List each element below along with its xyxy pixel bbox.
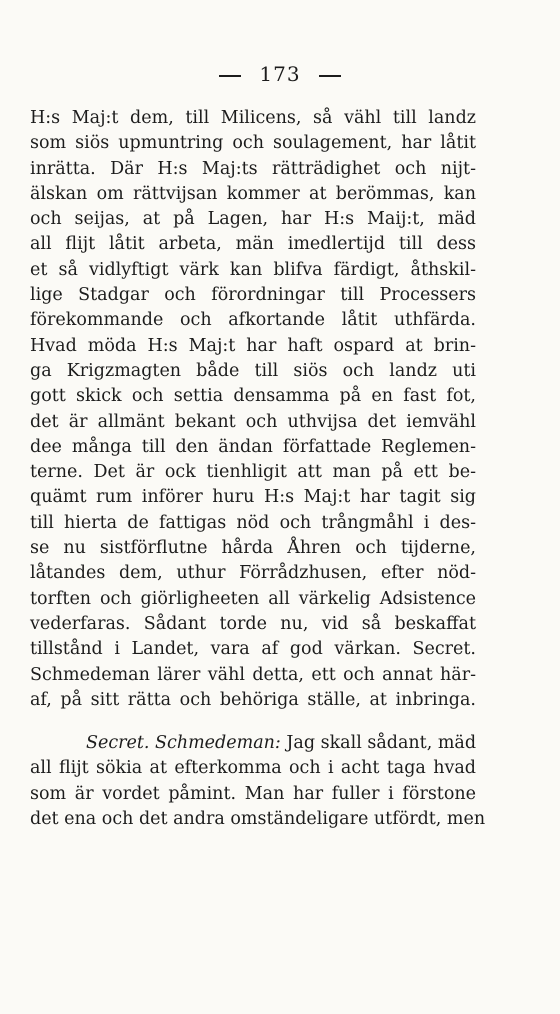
header-dash-right xyxy=(319,75,341,77)
paragraph-1 xyxy=(30,106,476,713)
paragraph-line: Schmedeman lärer vähl detta, ett och annat här- xyxy=(30,664,476,685)
speaker-name: Secret. Schmedeman: xyxy=(86,733,281,754)
paragraph-line: låtandes dem, uthur Förrådzhusen, efter nöd- xyxy=(30,563,476,584)
paragraph-line: quämt rum införer huru H:s Maj:t har tagit sig xyxy=(30,487,476,508)
header-dash-left xyxy=(219,75,241,77)
page-header xyxy=(0,62,560,86)
paragraph-line: dee många till den ändan författade Reglemen- xyxy=(30,436,476,457)
paragraph-line: förekommande och afkortande låtit uthfärda. xyxy=(30,310,476,331)
paragraph-line: all flijt sökia at efterkomma och i acht taga hvad xyxy=(30,758,476,779)
paragraph-line: H:s Maj:t dem, till Milicens, så vähl till landz xyxy=(30,108,476,128)
paragraph-line: det är allmänt bekant och uthvijsa det iemvähl xyxy=(30,411,476,432)
paragraph-line: till hierta de fattigas nöd och trångmåhl i des- xyxy=(30,512,476,533)
paragraph-2 xyxy=(30,731,486,832)
paragraph-line: älskan om rättvijsan kommer at berömmas, kan xyxy=(30,183,476,204)
paragraph-line: se nu sistförflutne hårda Åhren och tijderne, xyxy=(30,538,476,559)
paragraph-line xyxy=(30,731,476,756)
paragraph-line: ga Krigzmagten både till siös och landz uti xyxy=(30,360,476,381)
paragraph-line: inrätta. Där H:s Maj:ts rätträdighet och nijt- xyxy=(30,158,476,179)
paragraph-line: tillstånd i Landet, vara af god värkan. Secret. xyxy=(30,639,476,660)
paragraph-line: som är vordet påmint. Man har fuller i förstone xyxy=(30,783,476,804)
paragraph-line: lige Stadgar och förordningar till Processers xyxy=(30,285,476,306)
paragraph-line: och seijas, at på Lagen, har H:s Maij:t, mäd xyxy=(30,209,476,230)
paragraph-line: det ena och det andra omständeligare utfördt, men xyxy=(30,809,486,830)
paragraph-line: all flijt låtit arbeta, män imedlertijd till dess xyxy=(30,234,476,255)
paragraph-gap xyxy=(30,713,476,731)
page-body xyxy=(30,106,486,832)
paragraph-line: af, på sitt rätta och behöriga ställe, at inbringa. xyxy=(30,689,476,710)
paragraph-line: terne. Det är ock tienhligit att man på ett be- xyxy=(30,462,476,483)
paragraph-line: som siös upmuntring och soulagement, har låtit xyxy=(30,133,476,154)
page-number: 173 xyxy=(259,62,301,86)
speaker-line-text: Jag skall sådant, mäd xyxy=(286,733,477,754)
paragraph-line: vederfaras. Sådant torde nu, vid så beskaffat xyxy=(30,613,476,634)
paragraph-line: gott skick och settia densamma på en fast fot, xyxy=(30,386,476,407)
paragraph-line: et så vidlyftigt värk kan blifva färdigt, åthskil- xyxy=(30,259,476,280)
paragraph-line: Hvad möda H:s Maj:t har haft ospard at brin- xyxy=(30,335,476,356)
paragraph-line: torften och giörligheeten all värkelig Adsistence xyxy=(30,588,476,609)
